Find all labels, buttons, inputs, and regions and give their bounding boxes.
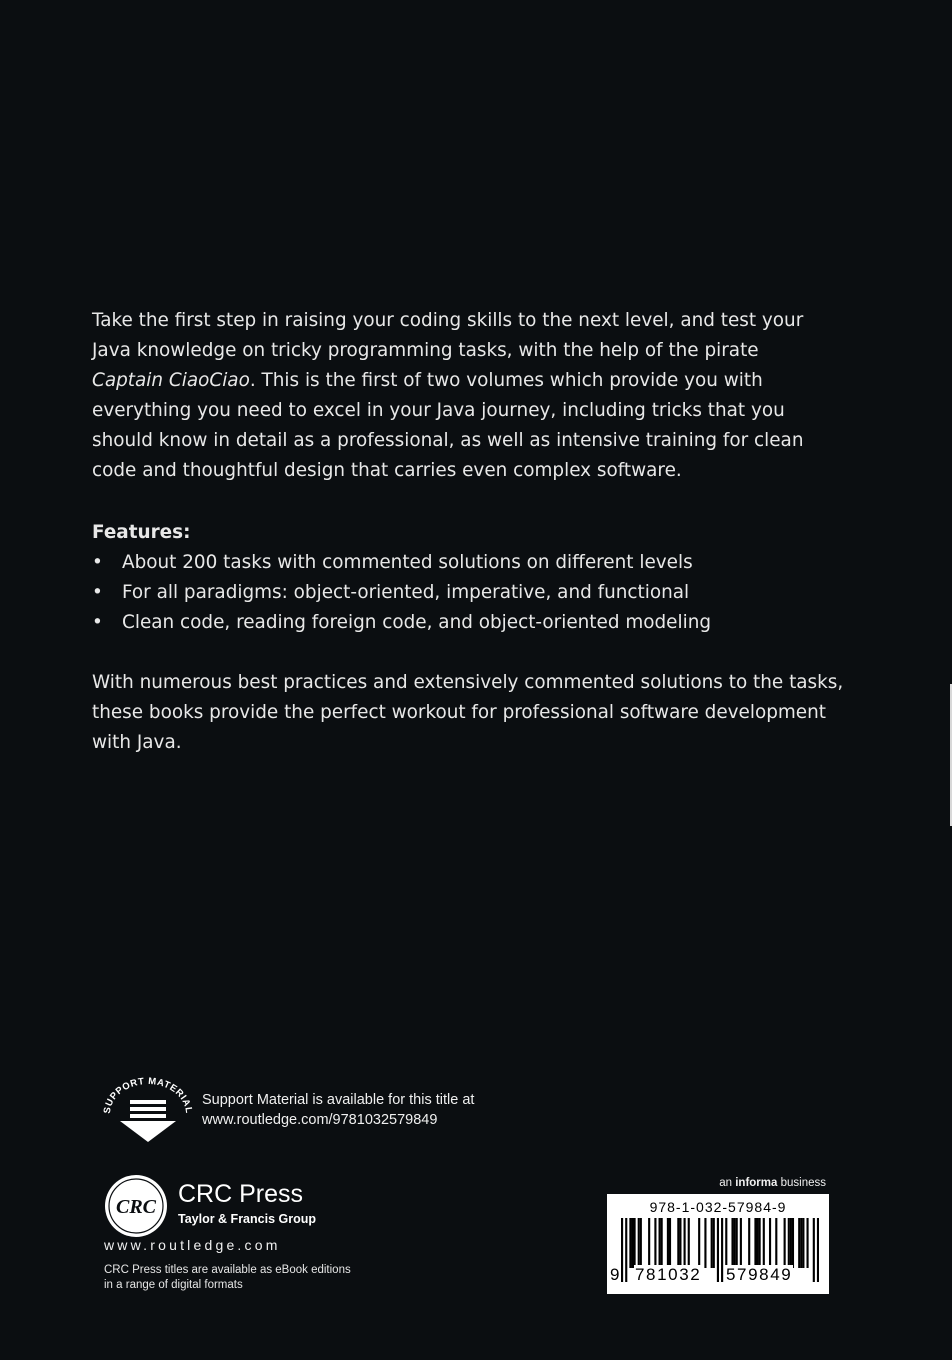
barcode-bar bbox=[621, 1218, 623, 1282]
support-line: Support Material is available for this title at bbox=[202, 1092, 475, 1108]
barcode-bar bbox=[756, 1218, 758, 1268]
informa-tagline bbox=[719, 1177, 826, 1189]
barcode-bar bbox=[740, 1218, 742, 1268]
barcode-bar bbox=[792, 1218, 794, 1268]
isbn-digit-group: 781032 bbox=[635, 1265, 702, 1284]
barcode-bar bbox=[667, 1218, 669, 1268]
intro-line: everything you need to excel in your Java journey, including tricks that you bbox=[92, 400, 785, 421]
support-material-section bbox=[102, 1074, 522, 1154]
barcode-bar bbox=[759, 1218, 761, 1268]
barcode-bar bbox=[775, 1218, 777, 1268]
intro-paragraph bbox=[92, 306, 872, 486]
barcode-bar bbox=[704, 1218, 706, 1268]
features-title: Features: bbox=[92, 522, 191, 543]
isbn-barcode bbox=[607, 1194, 829, 1294]
intro-line: . This is the first of two volumes which provide you with bbox=[249, 370, 763, 391]
barcode-bar bbox=[711, 1218, 713, 1268]
publisher-url[interactable]: www.routledge.com bbox=[104, 1237, 281, 1253]
intro-italic-name: Captain CiaoCiao bbox=[92, 370, 250, 391]
barcode-bar bbox=[813, 1218, 815, 1282]
barcode-bar bbox=[817, 1218, 819, 1282]
ebook-note-line: in a range of digital formats bbox=[104, 1279, 243, 1291]
barcode-bar bbox=[802, 1218, 804, 1268]
barcode-bar bbox=[754, 1218, 756, 1268]
closing-paragraph bbox=[92, 668, 872, 758]
feature-item: • For all paradigms: object-oriented, imperative, and functional bbox=[92, 578, 872, 608]
ebook-note bbox=[104, 1263, 351, 1293]
crc-logo-text: CRC bbox=[115, 1196, 157, 1218]
barcode-bar bbox=[748, 1218, 750, 1268]
barcode-bar bbox=[769, 1218, 771, 1268]
barcode-bar bbox=[648, 1218, 650, 1268]
informa-brand: informa bbox=[735, 1177, 778, 1189]
support-url[interactable]: www.routledge.com/9781032579849 bbox=[202, 1112, 438, 1128]
support-material-text bbox=[202, 1090, 474, 1130]
support-material-badge-icon bbox=[102, 1074, 194, 1146]
support-badge-text: SUPPORT MATERIAL bbox=[102, 1075, 194, 1115]
intro-line: code and thoughtful design that carries even complex software. bbox=[92, 460, 682, 481]
barcode-bar bbox=[688, 1218, 690, 1268]
informa-suffix: business bbox=[780, 1177, 826, 1189]
barcode-bar bbox=[806, 1218, 808, 1268]
barcode-bar bbox=[784, 1218, 786, 1268]
feature-item: • About 200 tasks with commented solutions on different levels bbox=[92, 548, 872, 578]
barcode-bar bbox=[736, 1218, 738, 1268]
isbn-first-digit: 9 bbox=[610, 1265, 620, 1284]
barcode-bar bbox=[659, 1218, 661, 1268]
barcode-bar bbox=[698, 1218, 700, 1268]
features-list bbox=[92, 548, 872, 638]
barcode-bar bbox=[684, 1218, 686, 1268]
barcode-bar bbox=[640, 1218, 642, 1268]
barcode-bar bbox=[788, 1218, 790, 1268]
barcode-bar bbox=[634, 1218, 636, 1268]
isbn-text: 978-1-032-57984-9 bbox=[649, 1199, 787, 1215]
closing-line: with Java. bbox=[92, 732, 182, 753]
barcode-bar bbox=[763, 1218, 765, 1268]
barcode-bar bbox=[721, 1218, 723, 1282]
feature-item: • Clean code, reading foreign code, and object-oriented modeling bbox=[92, 608, 872, 638]
intro-line: Take the first step in raising your coding skills to the next level, and test your bbox=[92, 310, 804, 331]
publisher-name: CRC Press bbox=[178, 1180, 304, 1208]
barcode-bar bbox=[654, 1218, 656, 1268]
crc-press-logo bbox=[104, 1174, 168, 1238]
isbn-digit-group: 579849 bbox=[726, 1265, 793, 1284]
barcode-bar bbox=[731, 1218, 733, 1268]
barcode-bar bbox=[790, 1218, 792, 1268]
barcode-bar bbox=[629, 1218, 631, 1268]
intro-line: Java knowledge on tricky programming tasks, with the help of the pirate bbox=[92, 340, 759, 361]
intro-line: should know in detail as a professional, as well as intensive training for clean bbox=[92, 430, 804, 451]
barcode-bar bbox=[631, 1218, 633, 1268]
barcode-bar bbox=[661, 1218, 663, 1268]
barcode-bar bbox=[669, 1218, 671, 1268]
back-cover-blurb bbox=[92, 306, 872, 758]
barcode-bar bbox=[679, 1218, 681, 1268]
barcode-bar bbox=[798, 1218, 800, 1268]
informa-prefix: an bbox=[719, 1177, 733, 1189]
barcode-bar bbox=[725, 1218, 727, 1268]
barcode-bar bbox=[734, 1218, 736, 1268]
barcode-bar bbox=[713, 1218, 715, 1268]
publisher-group: Taylor & Francis Group bbox=[178, 1212, 316, 1226]
publisher-block bbox=[104, 1174, 424, 1304]
ebook-note-line: CRC Press titles are available as eBook editions bbox=[104, 1264, 351, 1276]
closing-line: these books provide the perfect workout for professional software development bbox=[92, 702, 826, 723]
barcode-bar bbox=[625, 1218, 627, 1282]
barcode-bar bbox=[638, 1218, 640, 1268]
closing-line: With numerous best practices and extensively commented solutions to the tasks, bbox=[92, 672, 844, 693]
barcode-bar bbox=[717, 1218, 719, 1282]
barcode-bar bbox=[677, 1218, 679, 1268]
barcode-bar bbox=[800, 1218, 802, 1268]
